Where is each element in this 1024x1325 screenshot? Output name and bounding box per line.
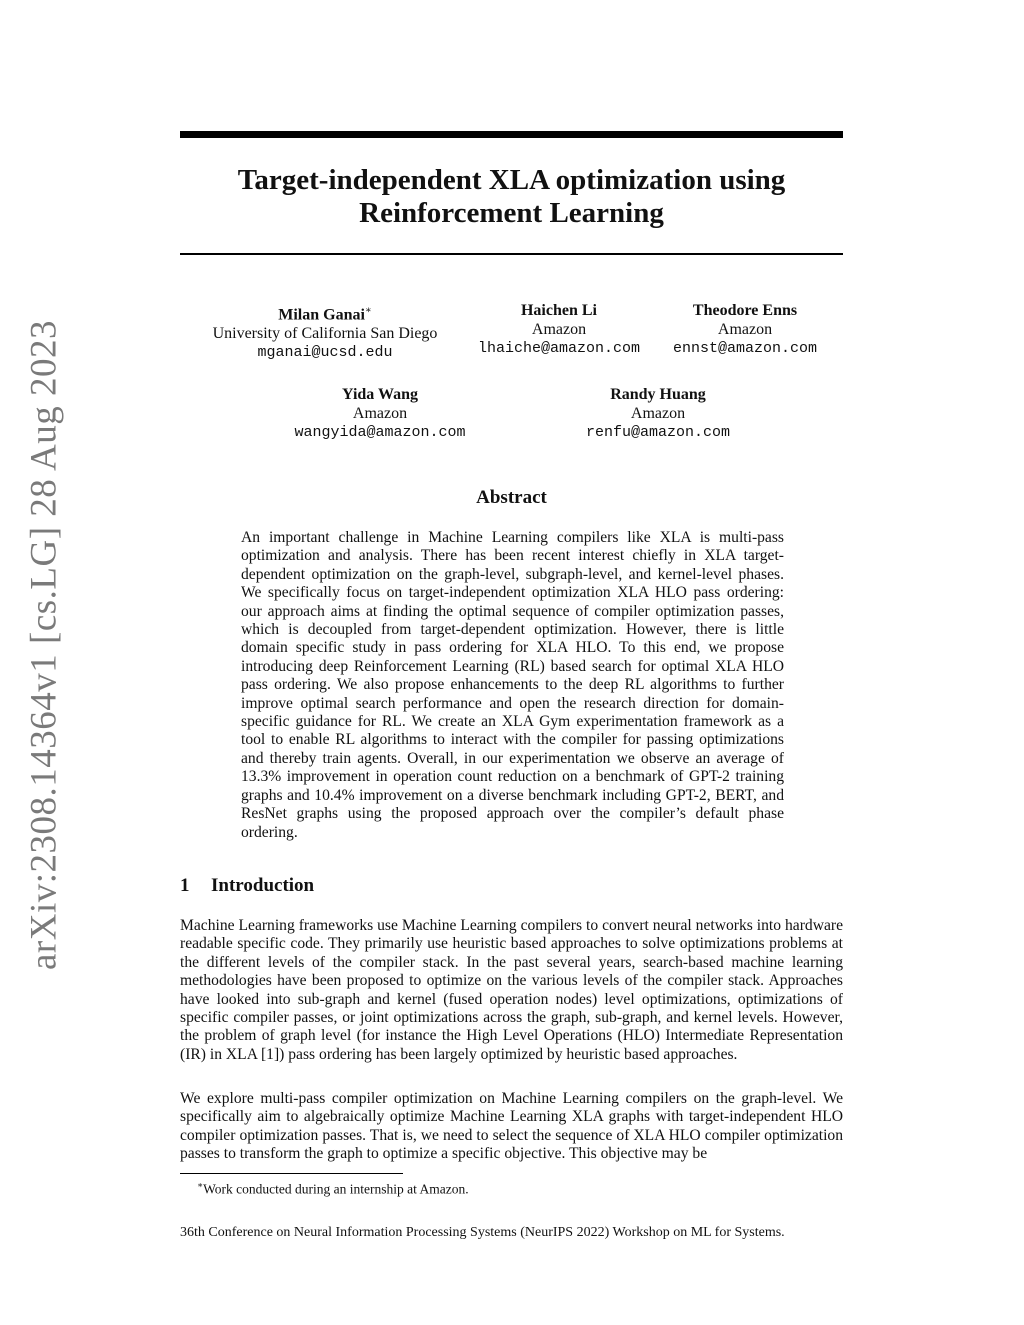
author-affiliation: University of California San Diego xyxy=(212,325,438,343)
author-email: ennst@amazon.com xyxy=(672,340,818,357)
section-title: Introduction xyxy=(211,875,315,896)
author-block xyxy=(280,385,480,442)
title-bottom-rule xyxy=(180,253,843,255)
footnote-marker: ∗ xyxy=(197,1180,204,1190)
footnote xyxy=(197,1177,469,1198)
author-name: Theodore Enns xyxy=(692,302,798,319)
author-affiliation: Amazon xyxy=(531,321,587,338)
author-affiliation: Amazon xyxy=(630,405,686,422)
author-email: renfu@amazon.com xyxy=(585,424,731,441)
author-email: lhaiche@amazon.com xyxy=(477,340,641,357)
section-number: 1 xyxy=(180,875,190,896)
author-name: Haichen Li xyxy=(520,302,597,319)
author-name: Milan Ganai xyxy=(278,306,365,324)
footnote-marker: ∗ xyxy=(364,305,372,316)
author-email: wangyida@amazon.com xyxy=(294,424,466,441)
author-name: Yida Wang xyxy=(341,386,419,403)
author-block xyxy=(665,301,825,358)
title-line-1: Target-independent XLA optimization using xyxy=(237,164,786,196)
footnote-rule xyxy=(180,1173,403,1174)
footnote-text: Work conducted during an internship at Amazon. xyxy=(203,1181,469,1197)
abstract-heading: Abstract xyxy=(476,487,547,508)
intro-paragraph-2: We explore multi-pass compiler optimization on Machine Learning compilers on the graph-level. We specifically aim to algebraically optimize Machine Learning XLA graphs with target-independent HLO compiler optimization passes. That is, we need to select the sequence of XLA HLO compiler optimization passes to transform the graph to optimize a specific objective. This objective may be xyxy=(180,1090,843,1163)
paper-title xyxy=(180,164,843,230)
author-block xyxy=(469,301,649,358)
section-heading-introduction xyxy=(180,875,314,897)
author-affiliation: Amazon xyxy=(352,405,408,422)
venue-note: 36th Conference on Neural Information Processing Systems (NeurIPS 2022) Workshop on ML for Systems. xyxy=(180,1225,785,1240)
title-top-rule xyxy=(180,131,843,138)
author-block xyxy=(205,301,445,362)
author-name: Randy Huang xyxy=(610,386,706,403)
title-line-2: Reinforcement Learning xyxy=(359,197,664,229)
author-email: mganai@ucsd.edu xyxy=(257,344,393,362)
author-block xyxy=(578,385,738,442)
arxiv-stamp: arXiv:2308.14364v1 [cs.LG] 28 Aug 2023 xyxy=(23,320,65,970)
intro-paragraph-1: Machine Learning frameworks use Machine Learning compilers to convert neural networks into hardware readable specific code. They primarily use heuristic based approaches to solve optimizations problems at the different levels of the compiler stack. In the past several years, search-based machine learning methodologies have been proposed to optimize on the various levels of the compiler stack. Approaches have looked into sub-graph and kernel (fused operation nodes) level optimizations, optimizations of specific compiler passes, or joint optimizations across the graph, sub-graph, and kernel levels. However, the problem of graph level (for instance the High Level Operations (HLO) Intermediate Representation (IR) in XLA [1]) pass ordering has been largely optimized by heuristic based approaches. xyxy=(180,917,843,1063)
author-affiliation: Amazon xyxy=(717,321,773,338)
abstract-text: An important challenge in Machine Learning compilers like XLA is multi-pass optimization and analysis. There has been recent interest chiefly in XLA target-dependent optimization on the graph-level, subgraph-level, and kernel-level phases. We specifically focus on target-independent optimization XLA HLO pass ordering: our approach aims at finding the optimal sequence of compiler optimization passes, which is decoupled from target-dependent optimization. However, there is little domain specific study in pass ordering for XLA HLO. To this end, we propose introducing deep Reinforcement Learning (RL) based search for optimal XLA HLO pass ordering. We also propose enhancements to the deep RL algorithms to further improve optimal search performance and open the research direction for domain-specific guidance for RL. We create an XLA Gym experimentation framework as a tool to enable RL algorithms to interact with the compiler for passing optimizations and thereby train agents. Overall, in our experimentation we observe an average of 13.3% improvement in operation count reduction on a benchmark of GPT-2 training graphs and 10.4% improvement on a diverse benchmark including GPT-2, BERT, and ResNet graphs using the proposed approach over the compiler’s default phase ordering. xyxy=(241,529,784,841)
